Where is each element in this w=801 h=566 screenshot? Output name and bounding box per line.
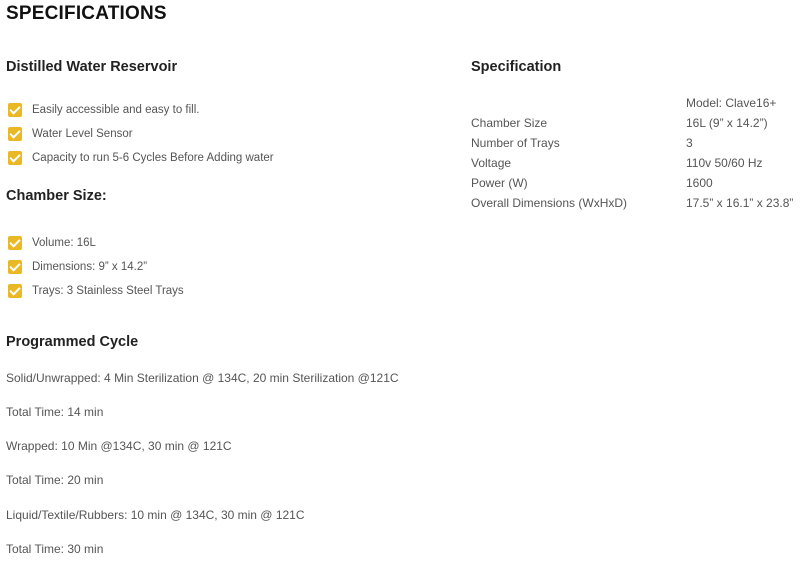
cycle-line: Liquid/Textile/Rubbers: 10 min @ 134C, 30 min @ 121C xyxy=(6,508,305,522)
spec-value: 110v 50/60 Hz xyxy=(686,156,763,170)
spec-value: 16L (9” x 14.2”) xyxy=(686,116,768,130)
checkmark-icon xyxy=(8,284,22,298)
table-row xyxy=(471,113,793,133)
checkmark-icon xyxy=(8,151,22,165)
list-item-text: Trays: 3 Stainless Steel Trays xyxy=(32,285,184,297)
checkmark-icon xyxy=(8,103,22,117)
table-row xyxy=(471,93,793,113)
table-row xyxy=(471,133,793,153)
spec-label: Overall Dimensions (WxHxD) xyxy=(471,196,628,210)
checkmark-icon xyxy=(8,127,22,141)
list-item xyxy=(8,231,184,255)
table-row xyxy=(471,173,793,193)
list-item-text: Easily accessible and easy to fill. xyxy=(32,104,200,116)
cycle-line: Solid/Unwrapped: 4 Min Sterilization @ 134C, 20 min Sterilization @121C xyxy=(6,371,399,385)
list-item xyxy=(8,279,184,303)
spec-label xyxy=(471,93,686,113)
spec-value: 17.5” x 16.1” x 23.8” xyxy=(686,196,794,210)
spec-value: Model: Clave16+ xyxy=(686,96,777,110)
cycle-heading: Programmed Cycle xyxy=(6,334,139,350)
list-item xyxy=(8,255,184,279)
checkmark-icon xyxy=(8,260,22,274)
page-title: SPECIFICATIONS xyxy=(6,3,167,24)
list-item-text: Volume: 16L xyxy=(32,237,96,249)
spec-label: Chamber Size xyxy=(471,116,548,130)
list-item xyxy=(8,122,274,146)
specification-table xyxy=(471,93,793,213)
list-item-text: Water Level Sensor xyxy=(32,128,133,140)
checkmark-icon xyxy=(8,236,22,250)
chamber-list xyxy=(8,231,184,303)
specification-heading: Specification xyxy=(471,59,562,75)
list-item xyxy=(8,98,274,122)
spec-label: Number of Trays xyxy=(471,136,560,150)
spec-label: Voltage xyxy=(471,156,512,170)
table-row xyxy=(471,193,793,213)
spec-value: 1600 xyxy=(686,176,713,190)
cycle-line: Total Time: 14 min xyxy=(6,405,104,419)
reservoir-heading: Distilled Water Reservoir xyxy=(6,59,178,75)
spec-label: Power (W) xyxy=(471,176,528,190)
cycle-line: Total Time: 20 min xyxy=(6,473,104,487)
list-item xyxy=(8,146,274,170)
list-item-text: Dimensions: 9” x 14.2” xyxy=(32,261,148,273)
cycle-line: Total Time: 30 min xyxy=(6,542,104,556)
reservoir-list xyxy=(8,98,274,170)
chamber-heading: Chamber Size: xyxy=(6,188,107,204)
cycle-line: Wrapped: 10 Min @134C, 30 min @ 121C xyxy=(6,439,232,453)
table-row xyxy=(471,153,793,173)
spec-value: 3 xyxy=(686,136,693,150)
list-item-text: Capacity to run 5-6 Cycles Before Adding water xyxy=(32,152,274,164)
